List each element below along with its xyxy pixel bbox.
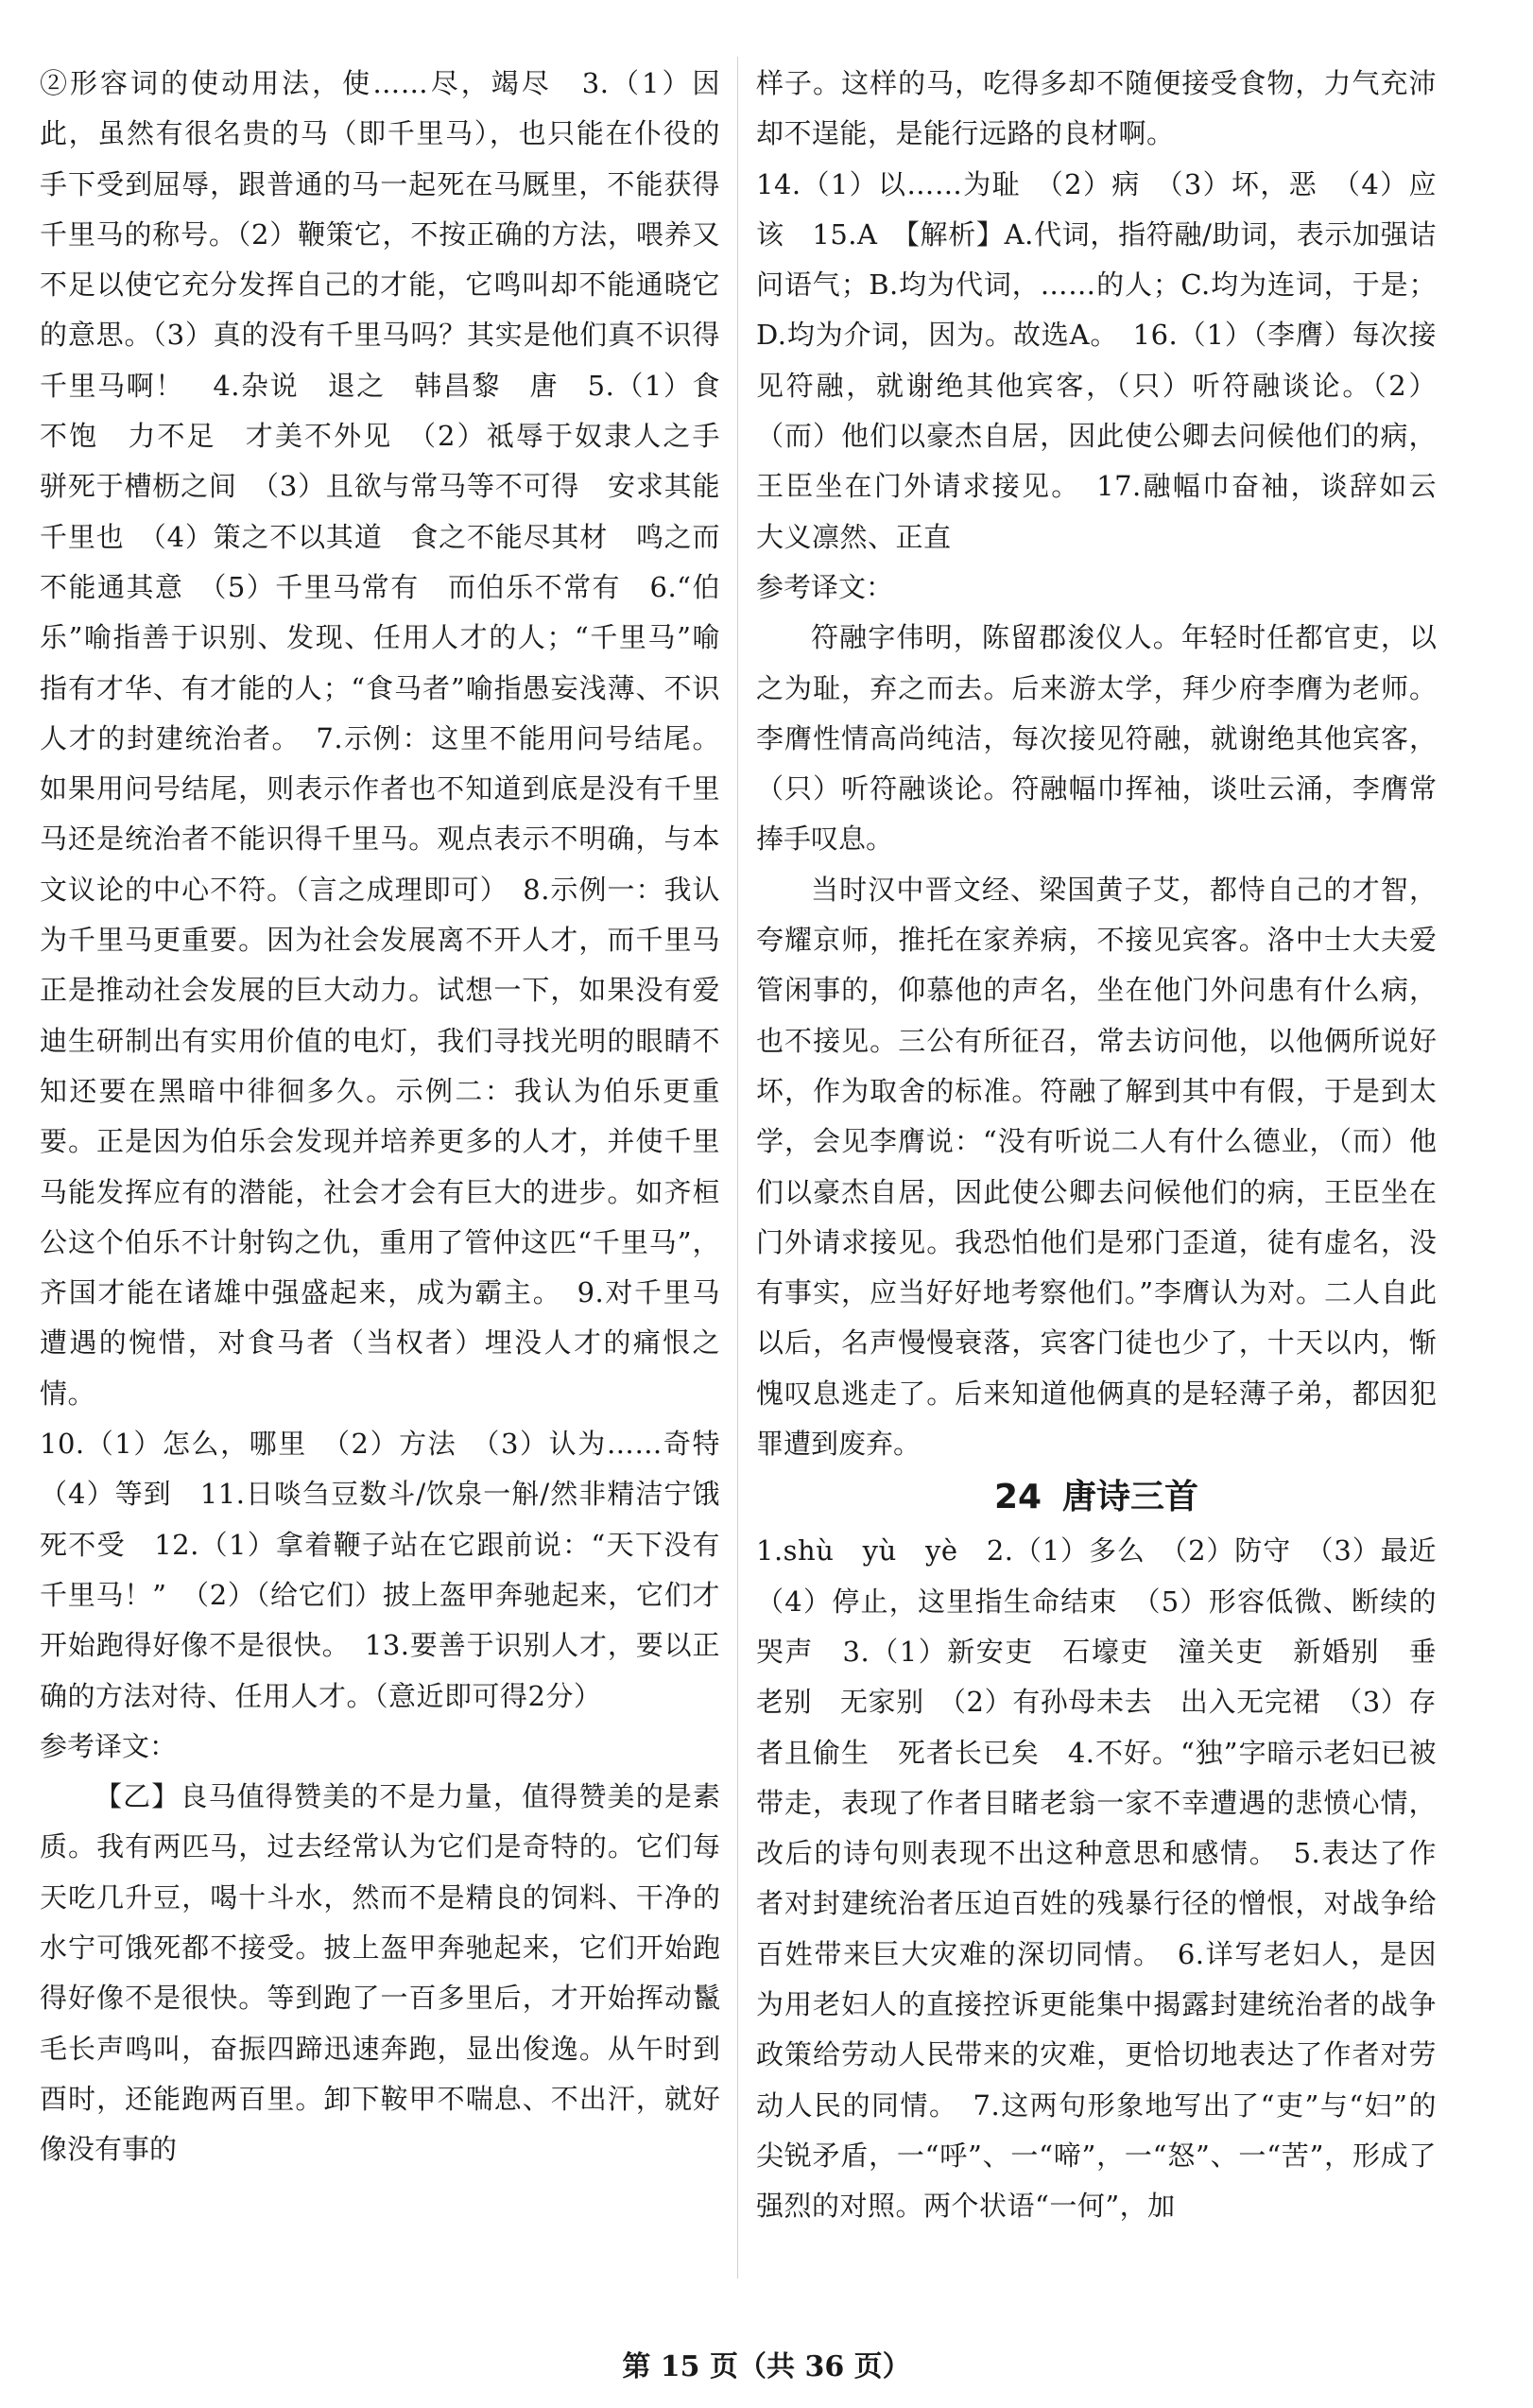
answer-block-1: ②形容词的使动用法，使……尽，竭尽 3.（1）因此，虽然有很名贵的马（即千里马），也只能在仆役的手下受到屈辱，跟普通的马一起死在马厩里，不能获得千里马的称号。（2）鞭策它，不按正确的方法，喂养又不足以使它充分发挥自己的才能，它鸣叫却不能通晓它的意思。（3）真的没有千里马吗？其实是他们真不识得千里马啊！ 4.杂说 退之 韩昌黎 唐 5.（1）食不饱 力不足 才美不外见 （2）祗辱于奴隶人之手 骈死于槽枥之间 （3）且欲与常马等不可得 安求其能千里也 （4）策之不以其道 食之不能尽其材 鸣之而不能通其意 （5）千里马常有 而伯乐不常有 6.“伯乐”喻指善于识别、发现、任用人才的人；“千里马”喻指有才华、有才能的人；“食马者”喻指愚妄浅薄、不识人才的封建统治者。 7.示例：这里不能用问号结尾。如果用问号结尾，则表示作者也不知道到底是没有千里马还是统治者不能识得千里马。观点表示不明确，与本文议论的中心不符。（言之成理即可） 8.示例一：我认为千里马更重要。因为社会发展离不开人才，而千里马正是推动社会发展的巨大动力。试想一下，如果没有爱迪生研制出有实用价值的电灯，我们寻找光明的眼睛不知还要在黑暗中徘徊多久。示例二：我认为伯乐更重要。正是因为伯乐会发现并培养更多的人才，并使千里马能发挥应有的潜能，社会才会有巨大的进步。如齐桓公这个伯乐不计射钩之仇，重用了管仲这匹“千里马”，齐国才能在诸雄中强盛起来，成为霸主。 9.对千里马遭遇的惋惜，对食马者（当权者）埋没人才的痛恨之情。 [40,67,749,1410]
continued-translation: 样子。这样的马，吃得多却不随便接受食物，力气充沛却不逞能，是能行远路的良材啊。 [756,67,1437,150]
page-footer: 第 15 页（共 36 页） [622,2350,911,2383]
answer-block-4: 1.shù yù yè 2.（1）多么 （2）防守 （3）最近 （4）停止，这里指生命结束 （5）形容低微、断续的哭声 3.（1）新安吏 石壕吏 潼关吏 新婚别 垂老别 无家别 （2）有孙母未去 出入无完裙 （3）存者且偷生 死者长已矣 4.不好。“独”字暗示老妇已被带走，表现了作者目睹老翁一家不幸遭遇的悲愤心情，改后的诗句则表现不出这种意思和感情。 5.表达了作者对封建统治者压迫百姓的残暴行径的憎恨，对战争给百姓带来巨大灾难的深切同情。 6.详写老妇人，是因为用老妇人的直接控诉更能集中揭露封建统治者的战争政策给劳动人民带来的灾难，更恰切地表达了作者对劳动人民的同情。 7.这两句形象地写出了“吏”与“妇”的尖锐矛盾，一“呼”、一“啼”，一“怒”、一“苦”，形成了强烈的对照。两个状语“一何”，加 [756,1534,1465,2223]
reference-translation-label: 参考译文： [40,1729,178,1762]
answer-block-3: 14.（1）以……为耻 （2）病 （3）坏，恶 （4）应该 15.A 【解析】A.代词，指符融/助词，表示加强诘问语气；B.均为代词，……的人；C.均为连词，于是；D.均为介词，因为。故选A。 16.（1）（李膺）每次接见符融，就谢绝其他宾客，（只）听符融谈论。（2）（而）他们以豪杰自居，因此使公卿去问候他们的病，王臣坐在门外请求接见。 17.融幅巾奋袖，谈辞如云 大义凛然、正直 [756,167,1465,553]
translation-paragraph-3: 当时汉中晋文经、梁国黄子艾，都恃自己的才智，夸耀京师，推托在家养病，不接见宾客。洛中士大夫爱管闲事的，仰慕他的声名，坐在他门外问患有什么病，也不接见。三公有所征召，常去访问他，以他俩所说好坏，作为取舍的标准。符融了解到其中有假，于是到太学，会见李膺说：“没有听说二人有什么德业，（而）他们以豪杰自居，因此使公卿去问候他们的病，王臣坐在门外请求接见。我恐怕他们是邪门歪道，徒有虚名，没有事实，应当好好地考察他们。”李膺认为对。二人自此以后，名声慢慢衰落，宾客门徒也少了，十天以内，惭愧叹息逃走了。后来知道他俩真的是轻薄子弟，都因犯罪遭到废弃。 [756,873,1437,1461]
section-number: 24 [993,1478,1042,1517]
reference-translation-label-2: 参考译文： [756,570,894,603]
translation-paragraph: 【乙】良马值得赞美的不是力量，值得赞美的是素质。我有两匹马，过去经常认为它们是奇特的。它们每天吃几升豆，喝十斗水，然而不是精良的饲料、干净的水宁可饿死都不接受。披上盔甲奔驰起来，它们开始跑得好像不是很快。等到跑了一百多里后，才开始挥动鬣毛长声鸣叫，奋振四蹄迅速奔跑，显出俊逸。从午时到酉时，还能跑两百里。卸下鞍甲不喘息、不出汗，就好像没有事的 [40,1780,720,2166]
translation-paragraph-2: 符融字伟明，陈留郡浚仪人。年轻时任都官吏，以之为耻，弃之而去。后来游太学，拜少府李膺为老师。李膺性情高尚纯洁，每次接见符融，就谢绝其他宾客，（只）听符融谈论。符融幅巾挥袖，谈吐云涌，李膺常捧手叹息。 [756,621,1437,856]
section-title-text: 唐诗三首 [1062,1478,1199,1517]
answer-block-2: 10.（1）怎么，哪里 （2）方法 （3）认为……奇特 （4）等到 11.日啖刍豆数斗/饮泉一斛/然非精洁宁饿死不受 12.（1）拿着鞭子站在它跟前说：“天下没有千里马！” （2）（给它们）披上盔甲奔驰起来，它们才开始跑得好像不是很快。 13.要善于识别人才，要以正确的方法对待、任用人才。（意近即可得2分） [40,1428,749,1712]
column-divider [737,57,738,2278]
right-column [756,59,1465,2231]
left-column [40,59,749,2174]
section-heading [756,1469,1437,1526]
